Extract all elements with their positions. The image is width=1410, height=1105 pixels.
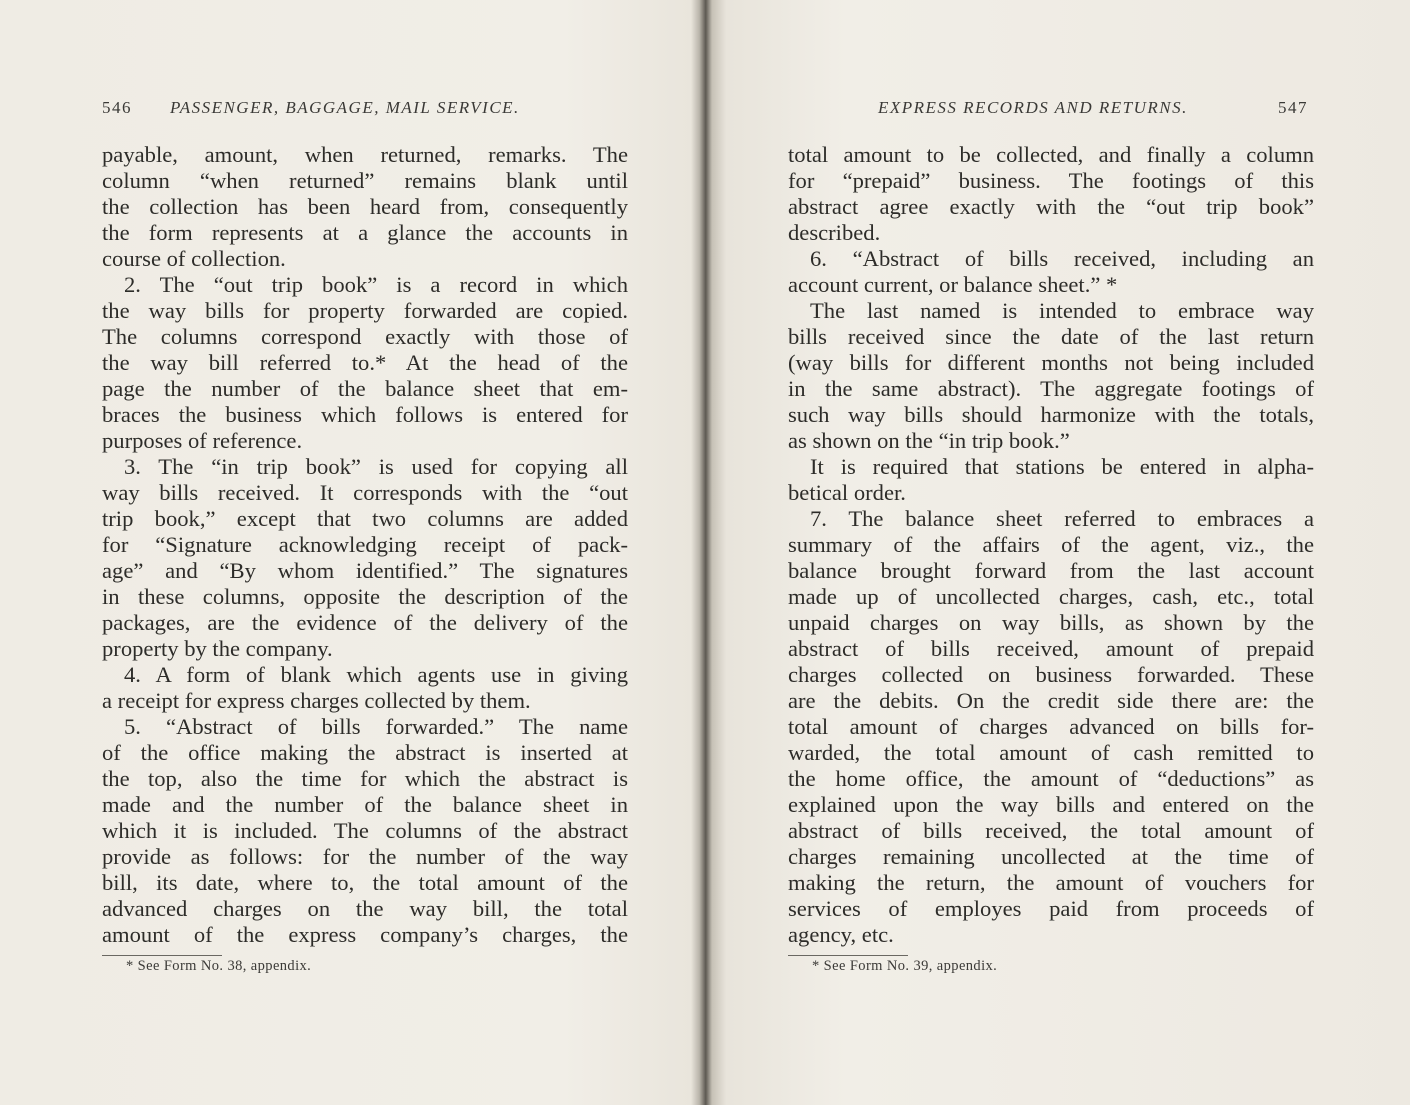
text-line: the home office, the amount of “deductions” as xyxy=(788,766,1314,791)
text-line: advanced charges on the way bill, the total xyxy=(102,896,628,921)
text-line: as shown on the “in trip book.” xyxy=(788,428,1070,453)
text-line: 2. The “out trip book” is a record in which xyxy=(124,272,628,297)
text-line: the collection has been heard from, consequently xyxy=(102,194,628,219)
text-line: 7. The balance sheet referred to embraces a xyxy=(810,506,1314,531)
text-line: total amount to be collected, and finally a column xyxy=(788,142,1314,167)
text-line: betical order. xyxy=(788,480,906,505)
text-line: age” and “By whom identified.” The signatures xyxy=(102,558,628,583)
text-line: packages, are the evidence of the delivery of the xyxy=(102,610,628,635)
text-line: a receipt for express charges collected by them. xyxy=(102,688,531,713)
text-line: account current, or balance sheet.” * xyxy=(788,272,1118,297)
text-line: services of employes paid from proceeds of xyxy=(788,896,1314,921)
page-body xyxy=(102,142,628,948)
text-line: abstract of bills received, amount of prepaid xyxy=(788,636,1314,661)
footnote: * See Form No. 39, appendix. xyxy=(812,958,998,974)
text-line: agency, etc. xyxy=(788,922,894,947)
footnote-rule xyxy=(788,955,908,956)
text-line: the way bills for property forwarded are copied. xyxy=(102,298,628,323)
text-line: abstract of bills received, the total amount of xyxy=(788,818,1314,843)
text-line: bills received since the date of the last return xyxy=(788,324,1314,349)
text-line: 5. “Abstract of bills forwarded.” The name xyxy=(124,714,628,739)
text-line: the way bill referred to.* At the head of the xyxy=(102,350,628,375)
footnote: * See Form No. 38, appendix. xyxy=(126,958,312,974)
text-line: such way bills should harmonize with the totals, xyxy=(788,402,1314,427)
text-line: trip book,” except that two columns are added xyxy=(102,506,628,531)
text-line: made up of uncollected charges, cash, etc., total xyxy=(788,584,1314,609)
text-line: for “prepaid” business. The footings of this xyxy=(788,168,1314,193)
text-line: column “when returned” remains blank until xyxy=(102,168,628,193)
text-line: 6. “Abstract of bills received, including an xyxy=(810,246,1314,271)
page-number: 547 xyxy=(1278,98,1308,117)
right-page xyxy=(710,0,1410,1105)
text-line: abstract agree exactly with the “out trip book” xyxy=(788,194,1314,219)
text-line: purposes of reference. xyxy=(102,428,303,453)
text-line: the form represents at a glance the accounts in xyxy=(102,220,628,245)
text-line: unpaid charges on way bills, as shown by the xyxy=(788,610,1314,635)
text-line: in the same abstract). The aggregate footings of xyxy=(788,376,1314,401)
text-line: described. xyxy=(788,220,881,245)
text-line: 4. A form of blank which agents use in giving xyxy=(124,662,628,687)
text-line: made and the number of the balance sheet in xyxy=(102,792,628,817)
text-line: the top, also the time for which the abstract is xyxy=(102,766,628,791)
text-line: summary of the affairs of the agent, viz., the xyxy=(788,532,1314,557)
running-head: PASSENGER, BAGGAGE, MAIL SERVICE. xyxy=(170,98,520,117)
text-line: (way bills for different months not being included xyxy=(788,350,1314,375)
text-line: warded, the total amount of cash remitted to xyxy=(788,740,1314,765)
text-line: course of collection. xyxy=(102,246,286,271)
text-line: total amount of charges advanced on bills for- xyxy=(788,714,1314,739)
text-line: amount of the express company’s charges, the xyxy=(102,922,628,947)
text-line: The columns correspond exactly with those of xyxy=(102,324,628,349)
text-line: are the debits. On the credit side there are: the xyxy=(788,688,1314,713)
text-line: of the office making the abstract is inserted at xyxy=(102,740,628,765)
text-line: explained upon the way bills and entered on the xyxy=(788,792,1314,817)
text-line: charges collected on business forwarded. These xyxy=(788,662,1314,687)
text-line: braces the business which follows is entered for xyxy=(102,402,628,427)
text-line: making the return, the amount of vouchers for xyxy=(788,870,1314,895)
text-line: way bills received. It corresponds with the “out xyxy=(102,480,628,505)
text-line: for “Signature acknowledging receipt of pack- xyxy=(102,532,628,557)
text-line: payable, amount, when returned, remarks. The xyxy=(102,142,628,167)
page-body xyxy=(788,142,1314,948)
text-line: in these columns, opposite the description of the xyxy=(102,584,628,609)
text-line: It is required that stations be entered in alpha- xyxy=(810,454,1314,479)
text-line: balance brought forward from the last account xyxy=(788,558,1314,583)
running-head: EXPRESS RECORDS AND RETURNS. xyxy=(878,98,1188,117)
text-line: page the number of the balance sheet that em- xyxy=(102,376,628,401)
text-line: provide as follows: for the number of the way xyxy=(102,844,628,869)
footnote-rule xyxy=(102,955,222,956)
text-line: The last named is intended to embrace way xyxy=(810,298,1314,323)
text-line: charges remaining uncollected at the time of xyxy=(788,844,1314,869)
page-number: 546 xyxy=(102,98,132,117)
text-line: property by the company. xyxy=(102,636,333,661)
text-line: bill, its date, where to, the total amount of the xyxy=(102,870,628,895)
left-page xyxy=(0,0,700,1105)
text-line: which it is included. The columns of the abstract xyxy=(102,818,628,843)
text-line: 3. The “in trip book” is used for copying all xyxy=(124,454,628,479)
